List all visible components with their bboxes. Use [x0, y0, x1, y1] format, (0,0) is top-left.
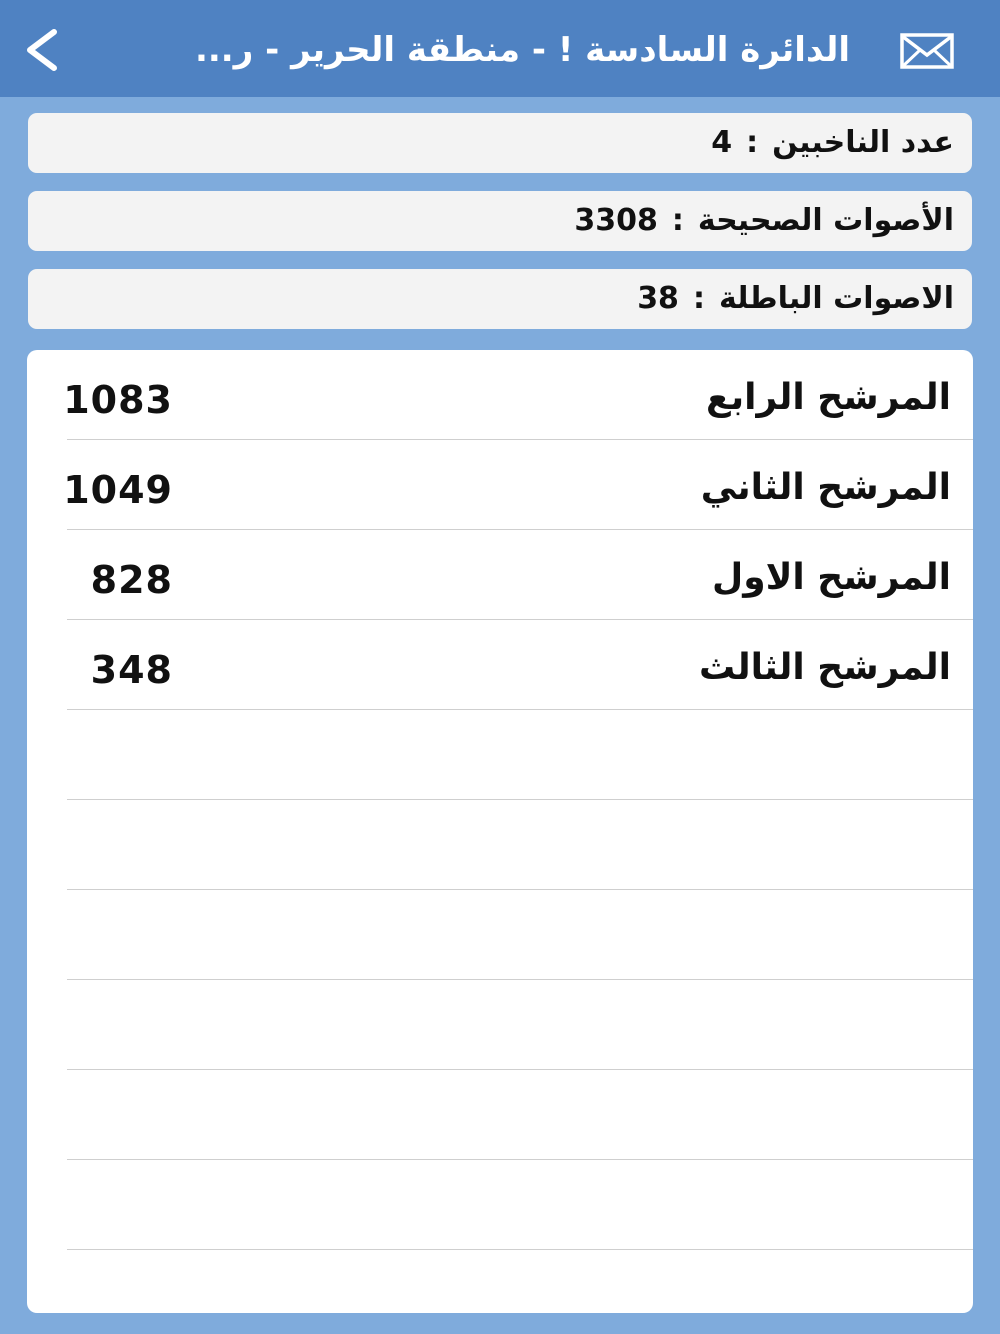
candidate-name: المرشح الثاني	[700, 467, 951, 508]
valid-votes-card	[28, 191, 972, 251]
candidate-name: المرشح الرابع	[706, 377, 951, 418]
list-item	[27, 800, 973, 890]
candidate-votes	[47, 710, 173, 800]
voters-label: عدد الناخبين	[772, 125, 954, 160]
candidate-votes	[47, 980, 173, 1070]
candidate-name: المرشح الاول	[711, 557, 951, 598]
chevron-left-icon	[12, 18, 72, 78]
list-item	[27, 890, 973, 980]
valid-votes-value: 3308	[574, 203, 658, 238]
candidate-votes: 348	[90, 648, 173, 692]
page-title: الدائرة السادسة ! - منطقة الحرير - ر...	[194, 30, 850, 70]
row-divider	[67, 1249, 973, 1250]
candidate-votes	[47, 800, 173, 890]
list-item[interactable]	[27, 530, 973, 620]
invalid-votes-card	[28, 269, 972, 329]
list-item	[27, 980, 973, 1070]
voters-separator: :	[746, 125, 759, 160]
list-item	[27, 1070, 973, 1160]
navigation-bar	[0, 0, 1000, 97]
list-item	[27, 1160, 973, 1250]
valid-votes-label: الأصوات الصحيحة	[697, 203, 954, 238]
invalid-votes-value: 38	[637, 281, 679, 316]
candidates-list	[27, 350, 973, 1313]
candidate-votes: 1083	[63, 378, 173, 422]
envelope-icon	[900, 33, 954, 69]
invalid-votes-label: الاصوات الباطلة	[718, 281, 954, 316]
list-item[interactable]	[27, 620, 973, 710]
list-item[interactable]	[27, 350, 973, 440]
voters-count-card	[28, 113, 972, 173]
candidate-votes	[47, 1160, 173, 1250]
invalid-votes-separator: :	[692, 281, 705, 316]
candidate-votes	[47, 1070, 173, 1160]
candidate-name: المرشح الثالث	[699, 647, 951, 688]
list-item[interactable]	[27, 440, 973, 530]
back-button[interactable]	[12, 18, 72, 78]
voters-value: 4	[711, 125, 733, 160]
valid-votes-separator: :	[671, 203, 684, 238]
candidate-votes: 828	[90, 558, 173, 602]
list-item	[27, 710, 973, 800]
mail-button[interactable]	[900, 33, 954, 69]
candidate-votes: 1049	[63, 468, 173, 512]
candidate-votes	[47, 890, 173, 980]
